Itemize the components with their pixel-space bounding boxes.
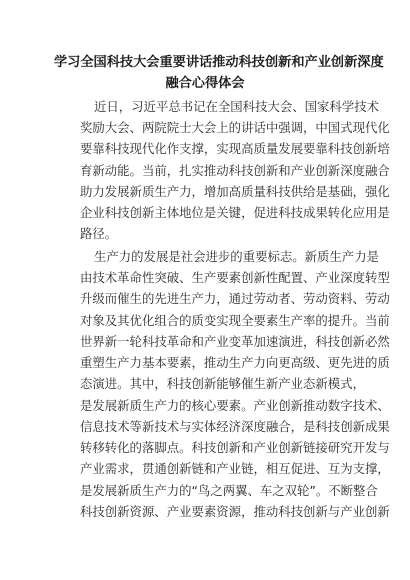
text-line: 态演进。其中，科技创新能够催生新产业态新模式， [80, 376, 365, 391]
text-line: 产业需求，贯通创新链和产业链，相互促进、互为支撑， [80, 461, 390, 476]
text-line: 路径。 [80, 226, 118, 241]
text-line: 奖励大会、两院院士大会上的讲话中强调，中国式现代化 [80, 120, 390, 135]
text-line: 是发展新质生产力的“鸟之两翼、车之双轮”。不断整合 [80, 483, 378, 498]
text-line: 科技创新资源、产业要素资源，推动科技创新与产业创新 [80, 504, 390, 519]
text-line: 是发展新质生产力的核心要素。产业创新推动数字技术、 [80, 398, 390, 413]
text-line: 生产力的发展是社会进步的重要标志。新质生产力是 [94, 249, 379, 264]
text-line: 近日，习近平总书记在全国科技大会、国家科学技术 [94, 99, 379, 114]
text-line: 企业科技创新主体地位是关键，促进科技成果转化应用是 [80, 205, 390, 220]
text-line: 育新动能。当前，扎实推动科技创新和产业创新深度融合 [80, 163, 390, 178]
text-line: 助力发展新质生产力，增加高质量科技供给是基础，强化 [80, 184, 390, 199]
text-line: 信息技术等新技术与实体经济深度融合，是科技创新成果 [80, 419, 390, 434]
text-line: 要靠科技现代化作支撑，实现高质量发展要靠科技创新培 [80, 141, 390, 156]
text-line: 由技术革命性突破、生产要素创新性配置、产业深度转型 [80, 270, 390, 285]
text-line: 升级而催生的先进生产力，通过劳动者、劳动资料、劳动 [80, 291, 390, 306]
text-line: 世界新一轮科技革命和产业变革加速演进，科技创新必然 [80, 334, 390, 349]
document-title-line-1: 学习全国科技大会重要讲话推动科技创新和产业创新深度 [54, 55, 384, 70]
text-line: 对象及其优化组合的质变实现全要素生产率的提升。当前 [80, 313, 390, 328]
text-line: 重塑生产力基本要素，推动生产力向更高级、更先进的质 [80, 355, 390, 370]
document-title-line-2: 融合心得体会 [165, 76, 245, 91]
text-line: 转移转化的落脚点。科技创新和产业创新链接研究开发与 [80, 440, 390, 455]
